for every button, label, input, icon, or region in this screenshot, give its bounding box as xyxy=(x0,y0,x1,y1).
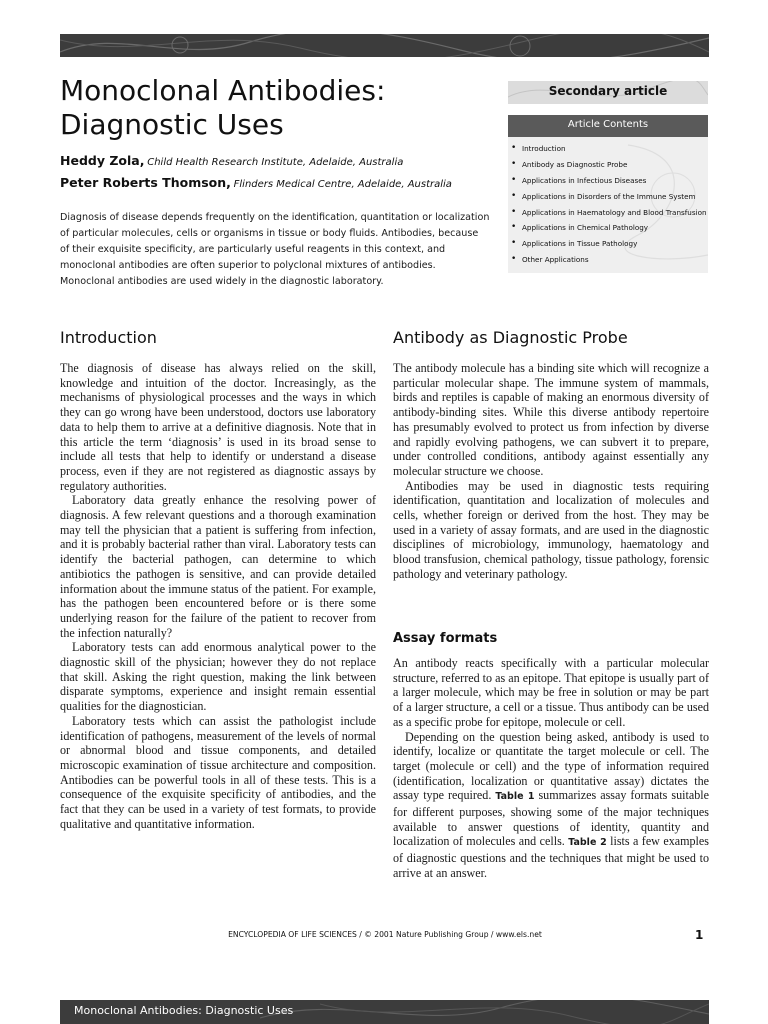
intro-paragraph-4: Laboratory tests which can assist the pathologist include identification of pathogens, measurement of the levels of normal or abnormal blood and tissue components, and detailed microscopic examination of tissue architecture and composition. Antibodies can be powerful tools in all of these tests. This is a consequence of the exquisite specificity of antibodies, and the fact that they can be used in a variety of test formats, to provide qualitative and quantitative information. xyxy=(60,713,376,831)
article-title xyxy=(60,74,490,142)
contents-item-chemical-pathology[interactable]: • Applications in Chemical Pathology xyxy=(508,220,707,236)
intro-paragraph-1: The diagnosis of disease has always relied on the skill, knowledge and intuition of the doctor. Increasingly, as the mechanisms of physiological processes and the ways in which they can go wrong have been understood, doctors use laboratory data to help them to arrive at a definitive diagnosis. Note that in this article the term ‘diagnosis’ is used in its broad sense to include all tests that help to identify or understand a disease process, even if they are not registered as diagnostic assays by regulatory authorities. xyxy=(60,361,376,493)
secondary-article-label xyxy=(508,81,708,104)
author-1 xyxy=(60,153,403,168)
contents-item-introduction[interactable]: • Introduction xyxy=(508,141,707,157)
page-footer: ENCYCLOPEDIA OF LIFE SCIENCES / © 2001 Nature Publishing Group / www.els.net xyxy=(228,930,542,939)
article-title-line-1: Monoclonal Antibodies: xyxy=(60,74,386,107)
author-1-name: Heddy Zola, xyxy=(60,153,145,168)
introduction-heading: Introduction xyxy=(60,328,157,347)
author-2-name: Peter Roberts Thomson, xyxy=(60,175,231,190)
assay-paragraph-2-a: Depending on the question being asked, antibody is used to identify, localize or quantitate the target molecule or cell. The target (molecule or cell) and the type of information required (identification, localization or quantitative assay) dictates the assay type required. xyxy=(393,729,709,803)
article-contents-list xyxy=(508,141,707,268)
assay-formats-body xyxy=(393,656,709,881)
probe-paragraph-2: Antibodies may be used in diagnostic tests requiring identification, quantitation and localization of molecules and cells, whether foreign or derived from the host. They may be used in a variety of assay formats, and are used in the diagnostic disciplines of microbiology, immunology, haematology and blood transfusion, chemical pathology, tissue pathology, forensic pathology and veterinary pathology. xyxy=(393,478,709,581)
running-title: Monoclonal Antibodies: Diagnostic Uses xyxy=(74,1004,294,1017)
author-1-affiliation: Child Health Research Institute, Adelaide, Australia xyxy=(147,157,404,168)
antibody-probe-body xyxy=(393,361,709,582)
article-contents-title: Article Contents xyxy=(567,119,649,130)
intro-paragraph-3: Laboratory tests can add enormous analytical power to the diagnostic skill of the physician; however they do not replace that skill. Asking the right question, making the link between disparate symptoms, experience and insight remain essential qualities for the diagnostician. xyxy=(60,640,376,714)
article-contents-header xyxy=(508,115,708,137)
assay-paragraph-2 xyxy=(393,730,709,881)
contents-item-immune-system[interactable]: • Applications in Disorders of the Immune System xyxy=(508,189,707,205)
table-1-link[interactable]: Table 1 xyxy=(495,791,535,803)
author-2-affiliation: Flinders Medical Centre, Adelaide, Australia xyxy=(233,179,452,190)
assay-formats-heading: Assay formats xyxy=(393,631,498,646)
contents-item-tissue-pathology[interactable]: • Applications in Tissue Pathology xyxy=(508,236,707,252)
assay-paragraph-2-b: summarizes assay formats suitable for different purposes, showing some of the major techniques available to answer questions of identity, quantity and localization of molecules and cells. xyxy=(393,788,709,849)
header-band-pattern xyxy=(60,34,709,57)
intro-paragraph-2: Laboratory data greatly enhance the resolving power of diagnosis. A few relevant questions and a thorough examination may tell the physician that a patient is suffering from infection, and it is probably bacterial rather than viral. Laboratory tests can identify the bacterial pathogen, can determine to which antibiotics the pathogen is sensitive, and can provide detailed information about the immune status of the patient. For example, has the pathogen been encountered before or is there some underlying reason for the failure of the patient to recover from the infection naturally? xyxy=(60,493,376,640)
secondary-article-text: Secondary article xyxy=(548,84,668,98)
header-band xyxy=(60,34,709,57)
probe-paragraph-1: The antibody molecule has a binding site which will recognize a particular molecular shape. The immune system of mammals, birds and reptiles is capable of making an enormous diversity of antibody-binding sites. While this diverse antibody repertoire has presumably evolved to protect us from infection by diverse and rapidly evolving pathogens, we can subvert it to prepare, under controlled conditions, antibody against essentially any molecular structure we choose. xyxy=(393,361,709,478)
contents-item-infectious-diseases[interactable]: • Applications in Infectious Diseases xyxy=(508,173,707,189)
antibody-probe-heading: Antibody as Diagnostic Probe xyxy=(393,328,628,347)
article-contents-box xyxy=(508,115,708,273)
author-2 xyxy=(60,175,452,190)
contents-item-haematology[interactable]: • Applications in Haematology and Blood Transfusion xyxy=(508,205,707,221)
article-title-line-2: Diagnostic Uses xyxy=(60,108,284,141)
contents-item-antibody-probe[interactable]: • Antibody as Diagnostic Probe xyxy=(508,157,707,173)
introduction-body xyxy=(60,361,376,832)
contents-item-other[interactable]: • Other Applications xyxy=(508,252,707,268)
page-number: 1 xyxy=(695,928,704,942)
running-title-band xyxy=(60,1000,709,1024)
assay-paragraph-2-c: lists a few examples of diagnostic questions and the techniques that might be used to arrive at an answer. xyxy=(393,834,709,880)
abstract: Diagnosis of disease depends frequently on the identification, quantitation or localization of particular molecules, cells or organisms in tissue or body fluids. Antibodies, because of their exquisite specificity, are particularly useful reagents in this context, and monoclonal antibodies are often superior to polyclonal mixtures of antibodies. Monoclonal antibodies are used widely in the diagnostic laboratory. xyxy=(60,212,490,287)
table-2-link[interactable]: Table 2 xyxy=(568,837,607,849)
assay-paragraph-1: An antibody reacts specifically with a particular molecular structure, referred to as an epitope. That epitope is usually part of a larger molecule, which may be free in solution or may be part of a larger structure, a cell or a tissue. Thus antibody can be used as a specific probe for epitope, molecule or cell. xyxy=(393,656,709,729)
